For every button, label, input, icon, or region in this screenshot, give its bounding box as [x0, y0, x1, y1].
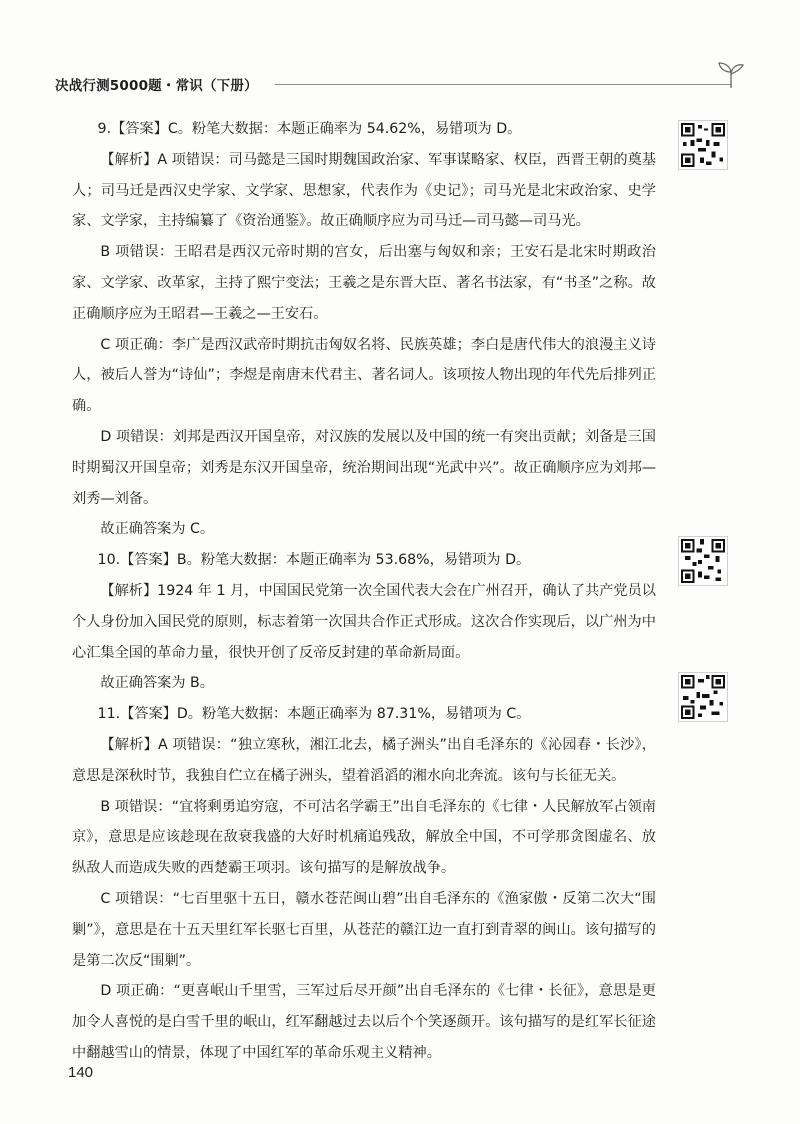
qr-code-icon[interactable]: [678, 672, 728, 722]
q10-answer: 10.【答案】B。粉笔大数据：本题正确率为 53.68%，易错项为 D。: [97, 552, 531, 569]
q10-conclusion: 故正确答案为 B。: [100, 675, 214, 692]
q10-analysis: 【解析】1924 年 1 月，中国国民党第一次全国代表大会在广州召开，确认了共产党员以个人身份加入国民党的原则，标志着第一次国共合作正式形成。这次合作实现后，以广州为中心汇集全国的革命力量，很快开创了反帝反封建的革命新局面。: [72, 582, 656, 661]
qr-code-icon[interactable]: [678, 536, 728, 586]
q9-conclusion: 故正确答案为 C。: [100, 521, 215, 538]
q9-analysis-a: 【解析】A 项错误：司马懿是三国时期魏国政治家、军事谋略家、权臣，西晋王朝的奠基人；司马迁是西汉史学家、文学家、思想家，代表作为《史记》；司马光是北宋政治家、史学家、文学家，主持编纂了《资治通鉴》。故正确顺序应为司马迁—司马懿—司马光。: [72, 151, 656, 230]
q9-analysis-b: B 项错误：王昭君是西汉元帝时期的宫女，后出塞与匈奴和亲；王安石是北宋时期政治家、文学家、改革家，主持了熙宁变法；王羲之是东晋大臣、著名书法家，有“书圣”之称。故正确顺序应为王昭君—王羲之—王安石。: [72, 244, 656, 322]
answer-content: [72, 114, 656, 1069]
q11-analysis-c: C 项错误：“七百里驱十五日，赣水苍茫闽山碧”出自毛泽东的《渔家傲・反第二次大“围剿”》，意思是在十五天里红军长驱七百里，从苍茫的赣江边一直打到青翠的闽山。该句描写的是第二次反“围剿”。: [72, 890, 656, 969]
header-rule: [275, 84, 732, 85]
header-title: 决战行测5000题・常识（下册）: [55, 78, 258, 94]
q11-analysis-b: B 项错误：“宜将剩勇追穷寇，不可沽名学霸王”出自毛泽东的《七律・人民解放军占领南京》，意思是应该趁现在敌衰我盛的大好时机痛追残敌，解放全中国，不可学那贪图虚名、放纵敌人而造成失败的西楚霸王项羽。该句描写的是解放战争。: [72, 798, 656, 877]
page-number: 140: [68, 1064, 94, 1081]
running-header: [55, 70, 800, 96]
q9-analysis-c: C 项正确：李广是西汉武帝时期抗击匈奴名将、民族英雄；李白是唐代伟大的浪漫主义诗人，被后人誉为“诗仙”；李煜是南唐末代君主、著名词人。该项按人物出现的年代先后排列正确。: [72, 336, 656, 415]
q9-answer: 9.【答案】C。粉笔大数据：本题正确率为 54.62%，易错项为 D。: [97, 121, 522, 137]
q11-answer: 11.【答案】D。粉笔大数据：本题正确率为 87.31%，易错项为 C。: [97, 706, 531, 723]
q11-analysis-a: 【解析】A 项错误：“独立寒秋，湘江北去，橘子洲头”出自毛泽东的《沁园春・长沙》，意思是深秋时节，我独自伫立在橘子洲头，望着滔滔的湘水向北奔流。该句与长征无关。: [72, 736, 656, 784]
q9-analysis-d: D 项错误：刘邦是西汉开国皇帝，对汉族的发展以及中国的统一有突出贡献；刘备是三国时期蜀汉开国皇帝；刘秀是东汉开国皇帝，统治期间出现“光武中兴”。故正确顺序应为刘邦—刘秀—刘备。: [72, 428, 656, 507]
sprout-icon: [714, 58, 748, 92]
qr-code-icon[interactable]: [678, 120, 728, 170]
q11-analysis-d: D 项正确：“更喜岷山千里雪，三军过后尽开颜”出自毛泽东的《七律・长征》，意思是更加令人喜悦的是白雪千里的岷山，红军翻越过去以后个个笑逐颜开。该句描写的是红军长征途中翻越雪山的情景，体现了中国红军的革命乐观主义精神。: [72, 983, 656, 1061]
